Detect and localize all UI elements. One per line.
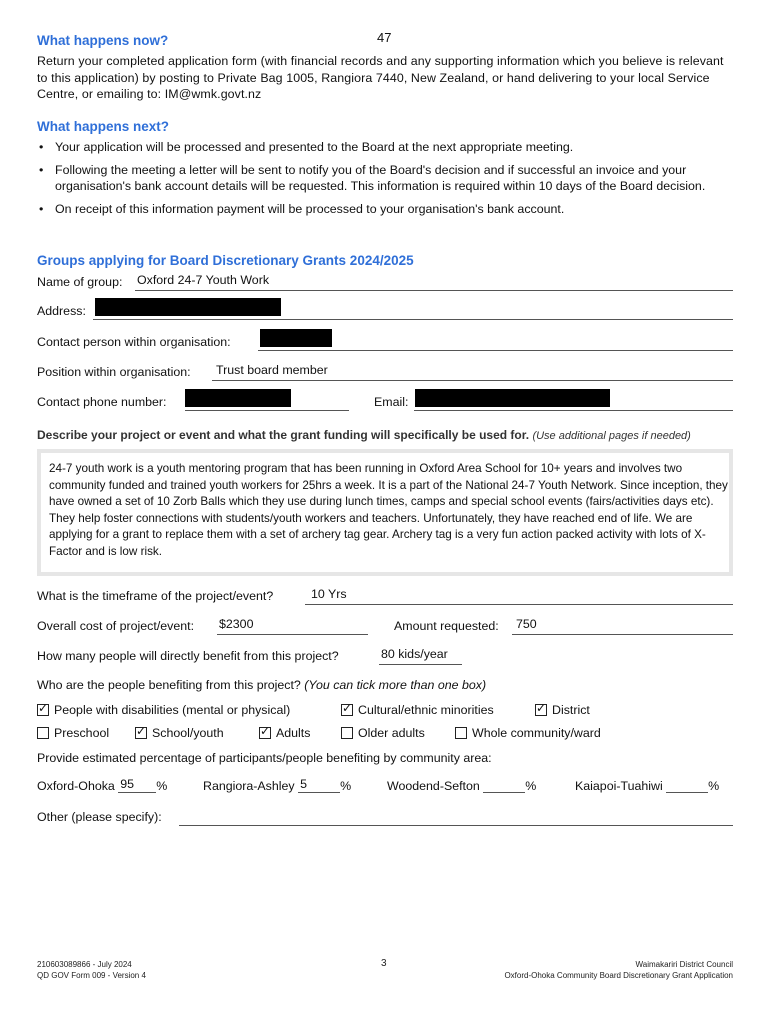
footer-form-version: QD GOV Form 009 - Version 4	[37, 971, 146, 980]
people-row	[37, 645, 462, 665]
describe-note: (Use additional pages if needed)	[532, 430, 691, 442]
footer-form-id: 210603089866 - July 2024	[37, 960, 132, 969]
email-row	[374, 391, 733, 411]
position-label: Position within organisation:	[37, 365, 191, 379]
people-value: 80 kids/year	[381, 647, 448, 661]
percent-label: Provide estimated percentage of participants/people benefiting by community area:	[37, 751, 492, 765]
address-label: Address:	[37, 304, 86, 318]
address-row	[37, 300, 733, 320]
checkbox-unchecked-icon	[37, 727, 49, 739]
checkbox-label: Whole community/ward	[472, 726, 601, 740]
who-label	[37, 678, 486, 692]
area-woodend-sefton	[387, 778, 536, 793]
checkbox-cultural[interactable]	[341, 703, 494, 717]
position-value: Trust board member	[216, 363, 328, 377]
footer-council: Waimakariri District Council	[635, 960, 733, 969]
what-happens-next-heading: What happens next?	[37, 119, 170, 134]
percent-sign: %	[156, 779, 168, 793]
people-field[interactable]	[379, 646, 462, 665]
page-number: 47	[377, 30, 392, 45]
amount-field[interactable]	[512, 616, 733, 635]
redacted-address	[95, 298, 281, 316]
percent-sign: %	[708, 779, 720, 793]
cost-field[interactable]	[217, 616, 368, 635]
timeframe-field[interactable]	[305, 586, 733, 605]
area-percent-value: 95	[120, 777, 135, 791]
percent-sign: %	[340, 779, 352, 793]
footer-right	[504, 959, 733, 981]
checkbox-label: Cultural/ethnic minorities	[358, 703, 494, 717]
group-name-row	[37, 271, 733, 291]
checkbox-label: People with disabilities (mental or physical)	[54, 703, 291, 717]
form-heading: Groups applying for Board Discretionary Grants 2024/2025	[37, 253, 414, 268]
footer-left	[37, 959, 146, 981]
amount-label: Amount requested:	[394, 619, 499, 633]
describe-label-text: Describe your project or event and what the grant funding will specifically be used for.	[37, 428, 530, 442]
group-name-field[interactable]	[135, 272, 733, 291]
list-item: • Following the meeting a letter will be sent to notify you of the Board's decision and if successful an invoice and your organisation's bank account details will be requested. This information is required within 10 days of the Board decision.	[37, 162, 737, 195]
phone-label: Contact phone number:	[37, 395, 167, 409]
checkbox-disabilities[interactable]	[37, 703, 290, 717]
area-kaiapoi-tuahiwi	[575, 778, 719, 793]
group-name-value: Oxford 24-7 Youth Work	[137, 273, 270, 287]
cost-label: Overall cost of project/event:	[37, 619, 195, 633]
area-name: Rangiora-Ashley	[203, 779, 295, 793]
what-happens-next-list	[37, 139, 737, 223]
footer-form-title: Oxford-Ohoka Community Board Discretionary Grant Application	[504, 971, 733, 980]
checkbox-label: District	[552, 703, 590, 717]
area-oxford-ohoka	[37, 778, 167, 793]
checkbox-preschool[interactable]	[37, 726, 109, 740]
area-percent-field[interactable]	[298, 778, 340, 793]
area-name: Woodend-Sefton	[387, 779, 480, 793]
list-item: • On receipt of this information payment will be processed to your organisation's bank account.	[37, 201, 737, 218]
describe-textarea[interactable]	[37, 449, 733, 576]
redacted-contact	[260, 329, 332, 347]
area-percent-value: 5	[300, 777, 307, 791]
timeframe-row	[37, 585, 733, 605]
percent-sign: %	[525, 779, 537, 793]
area-name: Oxford-Ohoka	[37, 779, 115, 793]
email-label: Email:	[374, 395, 409, 409]
area-rangiora-ashley	[203, 778, 351, 793]
checkbox-unchecked-icon	[455, 727, 467, 739]
checkbox-label: School/youth	[152, 726, 224, 740]
timeframe-value: 10 Yrs	[311, 587, 347, 601]
what-happens-now-heading: What happens now?	[37, 33, 169, 48]
checkbox-older-adults[interactable]	[341, 726, 425, 740]
checkbox-row-2	[37, 726, 733, 742]
phone-row	[37, 391, 349, 411]
other-field[interactable]	[179, 807, 733, 826]
checkbox-school-youth[interactable]	[135, 726, 224, 740]
checkbox-district[interactable]	[535, 703, 590, 717]
checkbox-label: Preschool	[54, 726, 110, 740]
checkbox-checked-icon	[135, 727, 147, 739]
who-label-text: Who are the people benefiting from this project?	[37, 678, 301, 692]
amount-row	[394, 615, 733, 635]
describe-text: 24-7 youth work is a youth mentoring program that has been running in Oxford Area School for 10+ years and involves two community funded and trained youth workers for 25hrs a week. It is a part of the National 24-7 Youth Network. Since inception, they have owned a set of 10 Zorb Balls which they use during lunch times, camps and special school events (fairs/activities days etc). They help foster connections with students/youth workers and teachers. Unfortunately, they have reached end of life. We are applying for a grant to replace them with a set of archery tag gear. Archery tag is a very fun action packed activity with lots of X-Factor and is low risk.	[49, 462, 728, 558]
checkbox-label: Older adults	[358, 726, 425, 740]
checkbox-checked-icon	[259, 727, 271, 739]
checkbox-row-1	[37, 703, 733, 719]
other-row	[37, 806, 733, 826]
who-note: (You can tick more than one box)	[304, 678, 487, 692]
area-percent-field[interactable]	[483, 778, 525, 793]
list-item: • Your application will be processed and presented to the Board at the next appropriate meeting.	[37, 139, 737, 156]
group-name-label: Name of group:	[37, 275, 123, 289]
footer-page-number: 3	[381, 958, 387, 969]
amount-value: 750	[516, 617, 537, 631]
checkbox-label: Adults	[276, 726, 311, 740]
checkbox-checked-icon	[535, 704, 547, 716]
position-row	[37, 361, 733, 381]
timeframe-label: What is the timeframe of the project/event?	[37, 589, 274, 603]
other-label: Other (please specify):	[37, 810, 162, 824]
area-percent-field[interactable]	[666, 778, 708, 793]
checkbox-unchecked-icon	[341, 727, 353, 739]
checkbox-adults[interactable]	[259, 726, 310, 740]
redacted-phone	[185, 389, 291, 407]
cost-value: $2300	[219, 617, 254, 631]
area-name: Kaiapoi-Tuahiwi	[575, 779, 663, 793]
cost-row	[37, 615, 368, 635]
redacted-email	[415, 389, 610, 407]
describe-label	[37, 428, 691, 442]
contact-label: Contact person within organisation:	[37, 335, 231, 349]
what-happens-now-text: Return your completed application form (with financial records and any supporting information which you believe is relevant to this application) by posting to Private Bag 1005, Rangiora 7440, New Zealand, or hand delivering to your local Service Centre, or emailing to: IM@wmk.govt.nz	[37, 54, 724, 101]
area-percent-field[interactable]	[118, 778, 156, 793]
contact-row	[37, 331, 733, 351]
position-field[interactable]	[212, 362, 733, 381]
people-label: How many people will directly benefit from this project?	[37, 649, 339, 663]
checkbox-whole-community[interactable]	[455, 726, 601, 740]
checkbox-checked-icon	[37, 704, 49, 716]
checkbox-checked-icon	[341, 704, 353, 716]
